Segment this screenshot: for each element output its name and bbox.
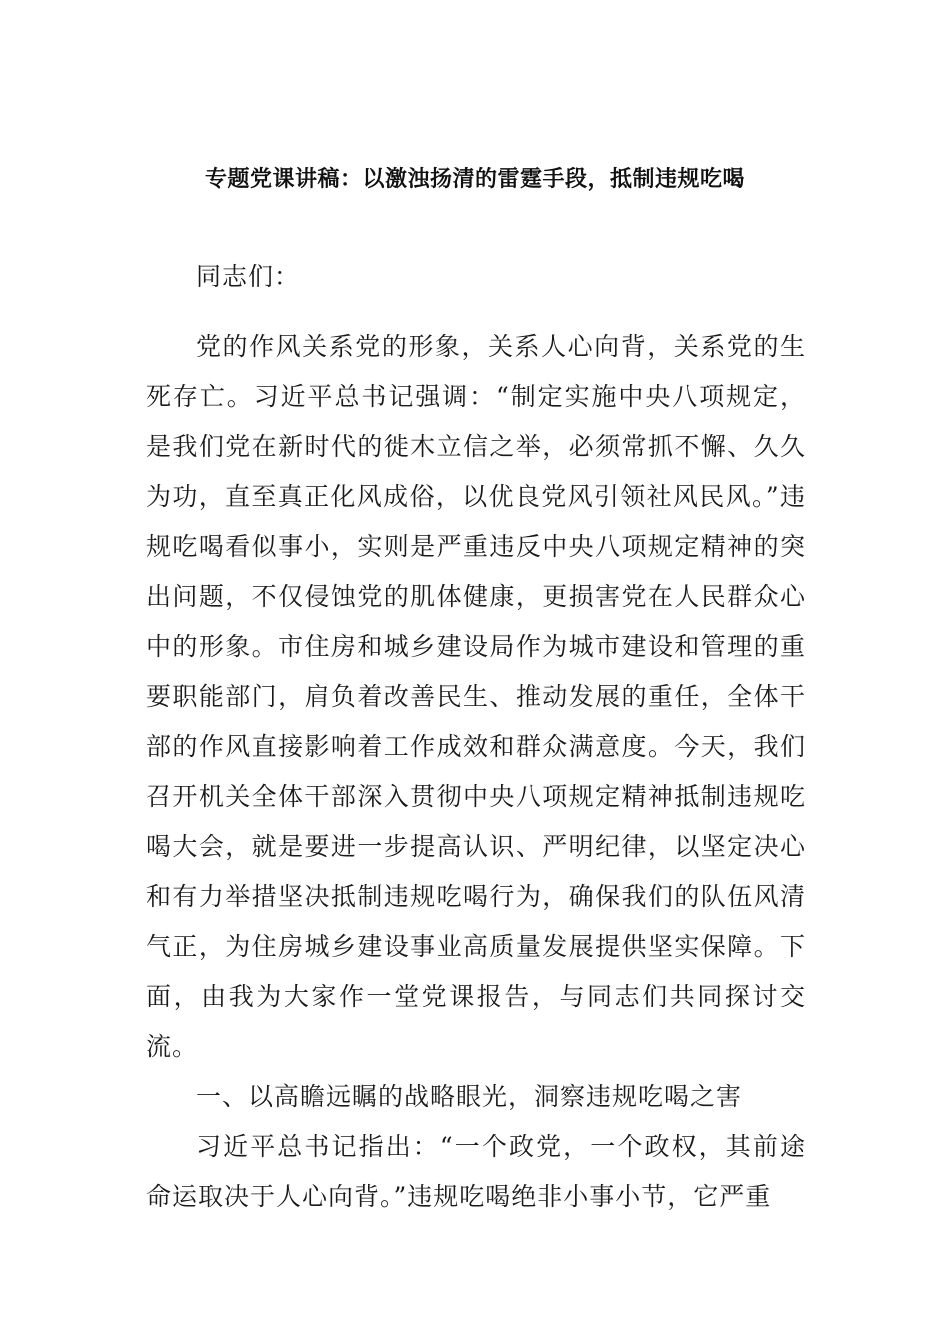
paragraph-section-1: 习近平总书记指出：“一个政党，一个政权，其前途命运取决于人心向背。”违规吃喝绝非小事小节，它严重 <box>146 1132 806 1211</box>
salutation: 同志们： <box>196 262 301 291</box>
section-heading-1: 一、以高瞻远瞩的战略眼光，洞察违规吃喝之害 <box>196 1082 743 1111</box>
paragraph-intro: 党的作风关系党的形象，关系人心向背，关系党的生死存亡。习近平总书记强调：“制定实施中央八项规定，是我们党在新时代的徙木立信之举，必须常抓不懈、久久为功，直至真正化风成俗，以优良党风引领社风民风。”违规吃喝看似事小，实则是严重违反中央八项规定精神的突出问题，不仅侵蚀党的肌体健康，更损害党在人民群众心中的形象。市住房和城乡建设局作为城市建设和管理的重要职能部门，肩负着改善民生、推动发展的重任，全体干部的作风直接影响着工作成效和群众满意度。今天，我们召开机关全体干部深入贯彻中央八项规定精神抵制违规吃喝大会，就是要进一步提高认识、严明纪律，以坚定决心和有力举措坚决抵制违规吃喝行为，确保我们的队伍风清气正，为住房城乡建设事业高质量发展提供坚实保障。下面，由我为大家作一堂党课报告，与同志们共同探讨交流。 <box>146 332 806 1061</box>
document-title: 专题党课讲稿：以激浊扬清的雷霆手段，抵制违规吃喝 <box>204 166 745 192</box>
document-body <box>146 322 806 1222</box>
